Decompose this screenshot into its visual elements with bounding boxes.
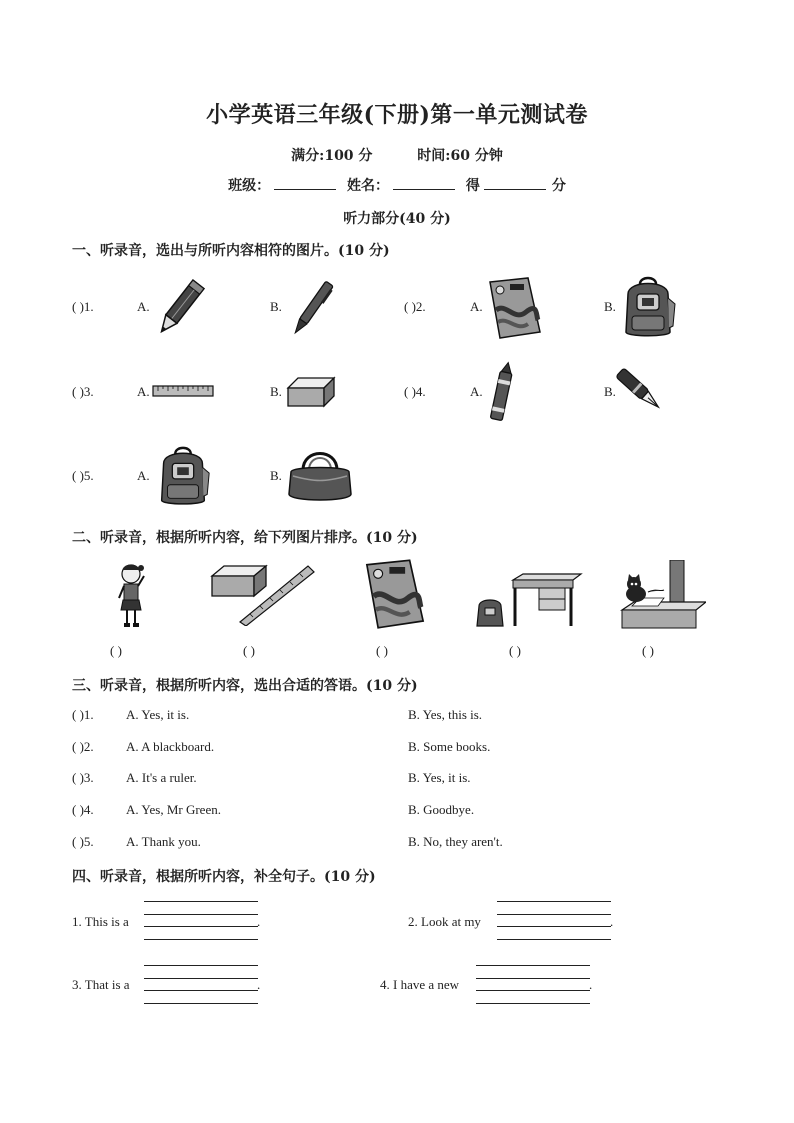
writing-line[interactable] xyxy=(144,914,258,915)
s3-q4-option-b: B. Goodbye. xyxy=(408,802,475,817)
writing-line[interactable] xyxy=(476,978,590,979)
s3-q2-option-a: A. A blackboard. xyxy=(126,739,215,754)
order-bracket-4[interactable]: ( ) xyxy=(509,643,521,658)
sentence-1-period: . xyxy=(257,914,261,929)
section1-heading: 一、听录音，选出与所听内容相符的图片。(10 分) xyxy=(72,243,390,259)
exam-info xyxy=(0,145,794,165)
q2-option-b: B. xyxy=(604,299,616,314)
q4-option-a: A. xyxy=(470,384,483,399)
s3-q3-option-b: B. Yes, it is. xyxy=(408,770,471,785)
writing-line[interactable] xyxy=(144,939,258,940)
writing-line[interactable] xyxy=(144,978,258,979)
order-bracket-1[interactable]: ( ) xyxy=(110,643,122,658)
order-bracket-5[interactable]: ( ) xyxy=(642,643,654,658)
score-field[interactable] xyxy=(484,175,546,190)
cat-on-desk-icon xyxy=(620,560,706,630)
bag-and-desk-icon xyxy=(473,572,583,628)
schoolbag-icon xyxy=(152,444,214,508)
writing-line[interactable] xyxy=(497,914,611,915)
s3-q3-option-a: A. It's a ruler. xyxy=(126,770,197,785)
s3-q1-paren[interactable]: ( )1. xyxy=(72,707,94,722)
student-info-row xyxy=(0,175,794,195)
handbag-icon xyxy=(285,446,355,504)
writing-line[interactable] xyxy=(476,1003,590,1004)
section3-heading: 三、听录音，根据所听内容，选出合适的答语。(10 分) xyxy=(72,678,418,694)
pen-icon xyxy=(285,276,340,341)
q1-option-a: A. xyxy=(137,299,150,314)
q4-option-b: B. xyxy=(604,384,616,399)
sentence-1: 1. This is a xyxy=(72,914,129,929)
q5-option-b: B. xyxy=(270,468,282,483)
q5-option-a: A. xyxy=(137,468,150,483)
book-icon xyxy=(484,276,546,340)
order-bracket-3[interactable]: ( ) xyxy=(376,643,388,658)
q3-paren[interactable]: ( )3. xyxy=(72,384,94,399)
writing-line[interactable] xyxy=(476,990,590,991)
pencil-icon xyxy=(150,276,210,341)
class-field[interactable] xyxy=(274,175,336,190)
writing-line[interactable] xyxy=(497,901,611,902)
q3-option-a: A. xyxy=(137,384,150,399)
writing-line[interactable] xyxy=(144,926,258,927)
writing-line[interactable] xyxy=(497,939,611,940)
s3-q2-option-b: B. Some books. xyxy=(408,739,491,754)
q1-paren[interactable]: ( )1. xyxy=(72,299,94,314)
exam-time: 时间:60 分钟 xyxy=(417,148,503,164)
s3-q1-option-b: B. Yes, this is. xyxy=(408,707,483,722)
writing-line[interactable] xyxy=(144,1003,258,1004)
fountain-pen-icon xyxy=(615,366,669,416)
ruler-icon xyxy=(152,384,214,398)
part-title: 听力部分(40 分) xyxy=(343,211,451,227)
writing-line[interactable] xyxy=(144,990,258,991)
s3-q3-paren[interactable]: ( )3. xyxy=(72,770,94,785)
q3-option-b: B. xyxy=(270,384,282,399)
score-unit: 分 xyxy=(551,178,566,194)
q4-paren[interactable]: ( )4. xyxy=(404,384,426,399)
sentence-2-period: . xyxy=(610,914,614,929)
s3-q2-paren[interactable]: ( )2. xyxy=(72,739,94,754)
writing-line[interactable] xyxy=(144,965,258,966)
q5-paren[interactable]: ( )5. xyxy=(72,468,94,483)
sentence-4-period: . xyxy=(589,977,593,992)
girl-icon xyxy=(113,562,149,630)
order-bracket-2[interactable]: ( ) xyxy=(243,643,255,658)
sentence-3: 3. That is a xyxy=(72,977,130,992)
q1-option-b: B. xyxy=(270,299,282,314)
crayon-icon xyxy=(484,360,520,424)
sentence-2: 2. Look at my xyxy=(408,914,481,929)
score-label: 得 xyxy=(465,178,480,194)
sentence-4: 4. I have a new xyxy=(380,977,460,992)
class-label: 班级： xyxy=(228,178,271,194)
s3-q5-option-a: A. Thank you. xyxy=(126,834,201,849)
rubber-and-ruler-icon xyxy=(210,560,315,626)
section4-heading: 四、听录音，根据所听内容，补全句子。(10 分) xyxy=(72,869,376,885)
book-icon xyxy=(360,558,430,630)
s3-q5-option-b: B. No, they aren't. xyxy=(408,834,503,849)
s3-q4-option-a: A. Yes, Mr Green. xyxy=(126,802,221,817)
rubber-icon xyxy=(284,374,336,410)
writing-line[interactable] xyxy=(476,965,590,966)
page-title: 小学英语三年级(下册)第一单元测试卷 xyxy=(206,102,588,128)
q2-option-a: A. xyxy=(470,299,483,314)
writing-line[interactable] xyxy=(497,926,611,927)
full-score: 满分:100 分 xyxy=(291,148,373,164)
sentence-3-period: . xyxy=(257,977,261,992)
q2-paren[interactable]: ( )2. xyxy=(404,299,426,314)
name-field[interactable] xyxy=(393,175,455,190)
writing-line[interactable] xyxy=(144,901,258,902)
section2-heading: 二、听录音，根据所听内容，给下列图片排序。(10 分) xyxy=(72,530,418,546)
schoolbag-icon xyxy=(618,274,678,340)
s3-q5-paren[interactable]: ( )5. xyxy=(72,834,94,849)
name-label: 姓名： xyxy=(347,178,389,194)
s3-q1-option-a: A. Yes, it is. xyxy=(126,707,190,722)
s3-q4-paren[interactable]: ( )4. xyxy=(72,802,94,817)
